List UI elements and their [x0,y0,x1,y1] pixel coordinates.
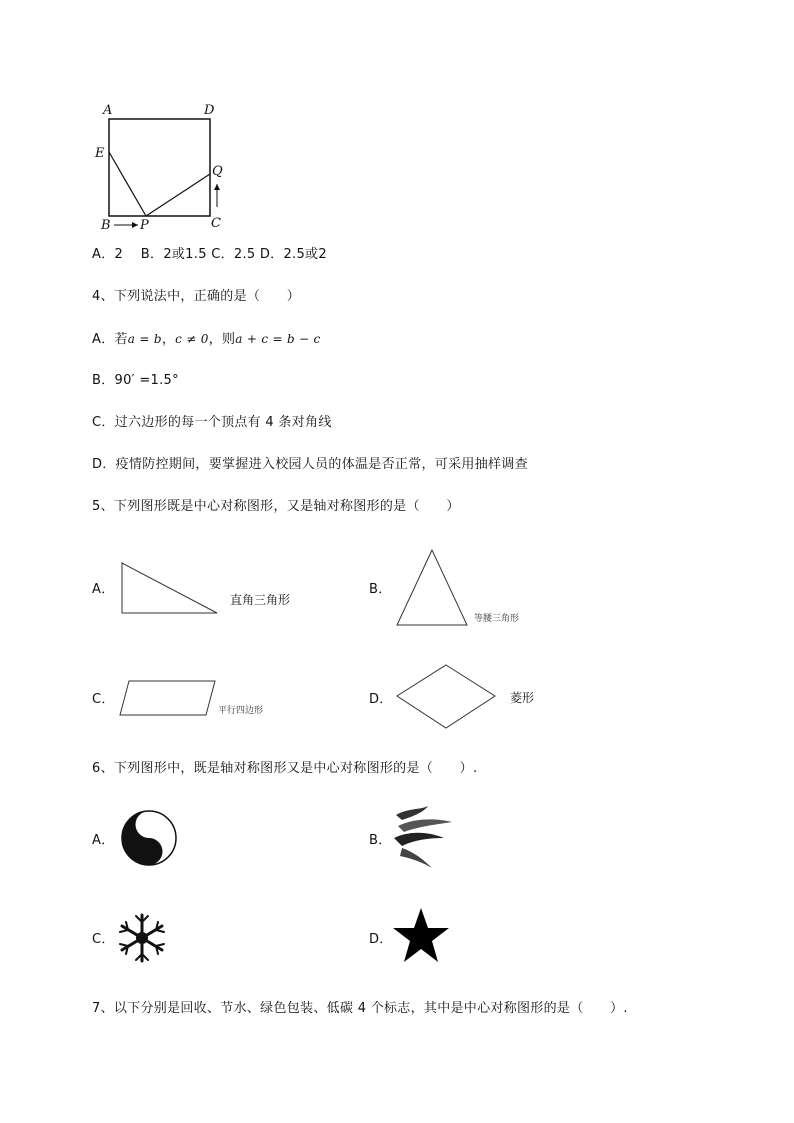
label-c: C [211,216,221,231]
label-b: B [101,218,111,233]
q7-stem: 7、以下分别是回收、节水、绿色包装、低碳 4 个标志，其中是中心对称图形的是（ ）. [92,1001,628,1016]
label-q: Q [212,164,223,179]
q5-caption-a: 直角三角形 [230,593,291,607]
q5-option-b-letter: B． [369,582,392,597]
q6-option-c-letter: C． [92,932,115,947]
q4-option-b: B．90′ =1.5° [92,373,179,388]
q4-option-a-prefix: A．若 [92,332,128,347]
q4-expr-1: a = b [127,332,162,346]
label-p: P [140,218,149,233]
q6-option-b-letter: B． [369,833,392,848]
label-a: A [103,103,113,118]
q6-option-a-letter: A． [92,833,115,848]
q5-option-a-letter: A． [92,582,115,597]
q5-caption-c: 平行四边形 [218,706,264,716]
q6-option-d-letter: D． [369,932,393,947]
q5-caption-d: 菱形 [510,691,535,705]
q5-option-d-letter: D． [369,692,393,707]
q4-stem: 4、下列说法中，正确的是（ ） [92,289,301,304]
label-e: E [95,146,105,161]
q5-stem: 5、下列图形既是中心对称图形，又是轴对称图形的是（ ） [92,499,460,514]
q4-sep: ， [161,332,176,347]
label-d: D [204,103,215,118]
q4-expr-3: a + c = b − c [235,332,321,346]
q4-expr-2: c ≠ 0 [175,332,209,346]
q4-then: ，则 [208,332,236,347]
q4-option-c: C．过六边形的每一个顶点有 4 条对角线 [92,415,332,430]
q3-options: A．2 B．2或1.5 C．2.5 D．2.5或2 [92,247,327,262]
q4-option-d: D．疫情防控期间，要掌握进入校园人员的体温是否正常，可采用抽样调查 [92,457,528,472]
q5-caption-b: 等腰三角形 [474,614,520,624]
q6-stem: 6、下列图形中，既是轴对称图形又是中心对称图形的是（ ）. [92,761,478,776]
q5-option-c-letter: C． [92,692,115,707]
